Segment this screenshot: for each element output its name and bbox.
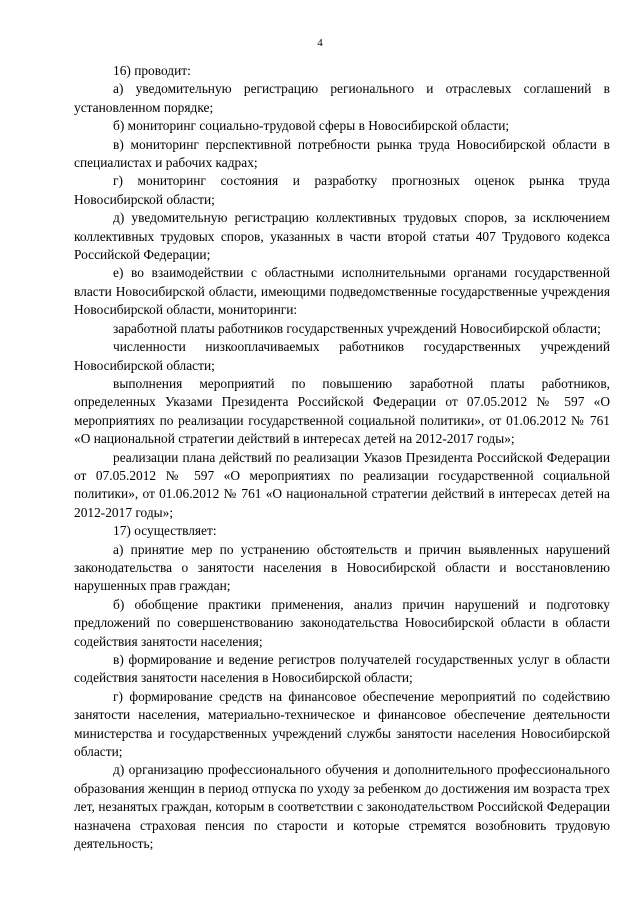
paragraph-17g: г) формирование средств на финансовое обеспечение мероприятий по содействию занятости населения, материально-техническое и финансовое обеспечение деятельности министерства и государственных учреждений службы занятости населения Новосибирской области;	[74, 688, 610, 760]
paragraph-16e: е) во взаимодействии с областными исполнительными органами государственной власти Новосибирской области, имеющими подведомственные государственные учреждения Новосибирской области, мониторинги:	[74, 265, 610, 318]
paragraph-16v: в) мониторинг перспективной потребности рынка труда Новосибирской области в специалистах и рабочих кадрах;	[74, 136, 610, 171]
paragraph-16b: б) мониторинг социально-трудовой сферы в Новосибирской области;	[113, 118, 510, 134]
page-number: 4	[317, 37, 323, 49]
paragraph-16a: а) уведомительную регистрацию регионального и отраслевых соглашений в установленном порядке;	[74, 81, 610, 115]
paragraph-16g: г) мониторинг состояния и разработку прогнозных оценок рынка труда Новосибирской области;	[74, 173, 610, 207]
paragraph-17v: в) формирование и ведение регистров получателей государственных услуг в области содействия занятости населения в Новосибирской области;	[74, 652, 610, 686]
paragraph-17a: а) принятие мер по устранению обстоятельств и причин выявленных нарушений законодательства о занятости населения в Новосибирской области и восстановлению нарушенных прав граждан;	[74, 541, 610, 594]
paragraph-17d: д) организацию профессионального обучения и дополнительного профессионального образования женщин в период отпуска по уходу за ребенком до достижения им возраста трех лет, незанятых граждан, которым в соответствии с законодательством Российской Федерации назначена страховая пенсия по старости и которые стремятся возобновить трудовую деятельность;	[74, 762, 610, 852]
paragraph-16-heading: 16) проводит:	[113, 63, 191, 78]
paragraph-17-heading: 17) осуществляет:	[113, 523, 217, 539]
paragraph-16d: д) уведомительную регистрацию коллективных трудовых споров, за исключением коллективных трудовых споров, указанных в части второй статьи 407 Трудового кодекса Российской Федерации;	[74, 210, 610, 263]
paragraph-16e-item-4: реализации плана действий по реализации Указов Президента Российской Федерации от 07.05.2012 № 597 «О мероприятиях по реализации государственной социальной политики», от 01.06.2012 № 761 «О национальной стратегии действий в интересах детей на 2012-2017 годы»;	[74, 449, 610, 520]
paragraph-17b: б) обобщение практики применения, анализ причин нарушений и подготовку предложений по совершенствованию законодательства Новосибирской области в области содействия занятости населения;	[74, 596, 610, 649]
paragraph-16e-item-2: численности низкооплачиваемых работников государственных учреждений Новосибирской области;	[74, 339, 610, 373]
document-body	[74, 62, 610, 853]
paragraph-16e-item-3: выполнения мероприятий по повышению заработной платы работников, определенных Указами Президента Российской Федерации от 07.05.2012 № 597 «О мероприятиях по реализации государственной социальной политики», от 01.06.2012 № 761 «О национальной стратегии действий в интересах детей на 2012-2017 годы»;	[74, 375, 610, 447]
paragraph-16e-item-1: заработной платы работников государственных учреждений Новосибирской области;	[113, 320, 601, 336]
